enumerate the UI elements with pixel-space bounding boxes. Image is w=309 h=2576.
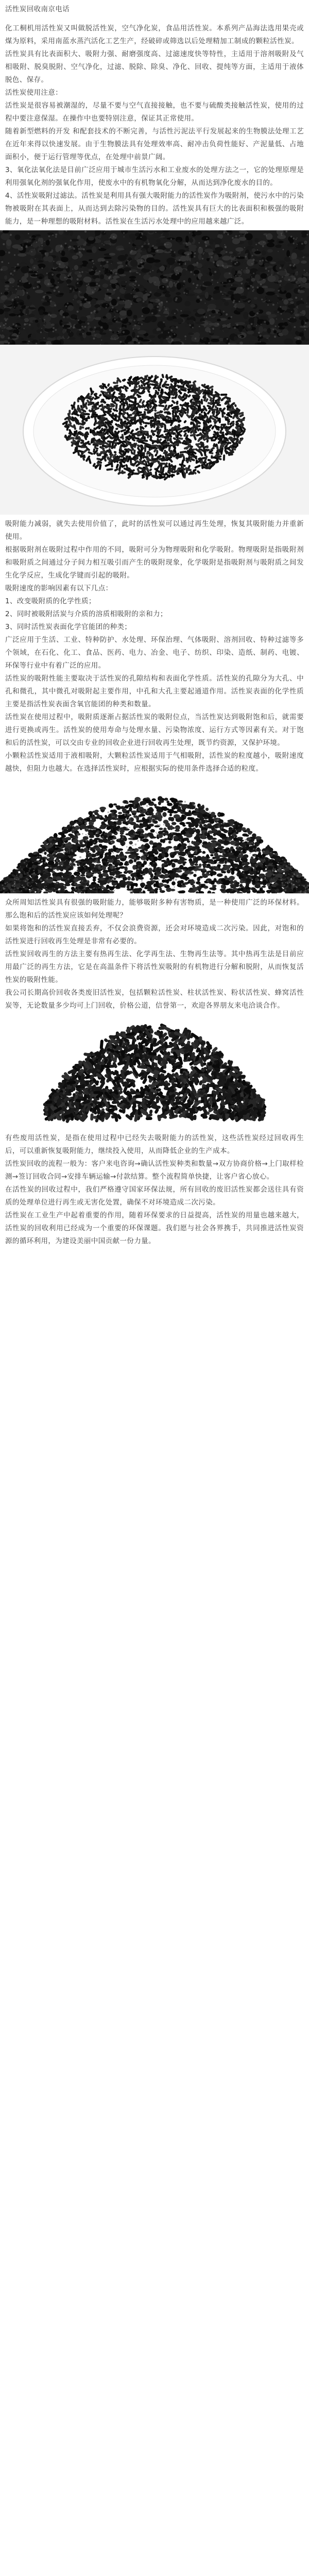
paragraph: 小颗粒活性炭适用于液相吸附，大颗粒活性炭适用于气相吸附，活性炭的粒度越小，吸附速度越快，但阻力也越大。在选择活性炭时，应根据实际的使用条件选择合适的粒度。 (5, 752, 304, 773)
cylinder-carbon-plate-photo (0, 345, 309, 515)
paragraph: 2、同时被吸附活炭与介质的溶质相吸附的亲和力； (5, 610, 167, 618)
paragraph: 我公司长期高价回收各类废旧活性炭，包括颗粒活性炭、柱状活性炭、粉状活性炭、蜂窝活性炭等，无论数量多少均可上门回收，价格公道，信誉第一，欢迎各界朋友来电洽谈合作。 (5, 989, 304, 1010)
paragraph: 如果将饱和的活性炭直接丢弃，不仅会浪费资源，还会对环境造成二次污染。因此，对饱和的活性炭进行回收再生处理是非常有必要的。 (5, 924, 304, 945)
paragraph: 3、同时活性炭表面化学官能团的种类； (5, 623, 132, 631)
article-title-block (0, 0, 309, 19)
text-section (0, 19, 309, 230)
paragraph: 活性炭回收再生的方法主要有热再生法、化学再生法、生物再生法等。其中热再生法是目前应用最广泛的再生方法，它是在高温条件下将活性炭吸附的有机物进行分解和脱附，从而恢复活性炭的吸附性能。 (5, 950, 304, 984)
text-section (0, 1129, 309, 1250)
paragraph: 活性炭回收的流程一般为：客户来电咨询→确认活性炭种类和数量→双方协商价格→上门取样检测→签订回收合同→安排车辆运输→付款结算。整个流程简单快捷，让客户省心放心。 (5, 1160, 304, 1181)
paragraph: 吸附速度的影响因素有以下几点： (5, 584, 113, 592)
article-title: 活性炭回收南京电话 (5, 5, 70, 13)
paragraph: 在活性炭的回收过程中，我们严格遵守国家环保法规，所有回收的废旧活性炭都会送往具有资质的处理单位进行再生或无害化处置，确保不对环境造成二次污染。 (5, 1185, 304, 1207)
granular-carbon-photo-1 (0, 230, 309, 345)
paragraph: 1、改变吸附质的化学性质； (5, 597, 96, 605)
paragraph: 有些废用活性炭，是指在使用过程中已经失去吸附能力的活性炭，这些活性炭经过回收再生后，可以重新恢复吸附能力，继续投入使用，从而降低企业的生产成本。 (5, 1134, 304, 1155)
paragraph: 活性炭使用注意： (5, 89, 63, 97)
paragraph: 众所周知活性炭具有很强的吸附能力，能够吸附多种有害物质，是一种使用广泛的环保材料。那么饱和后的活性炭应该如何处理呢？ (5, 899, 304, 920)
article-body (0, 19, 309, 1250)
column-carbon-pile-photo (0, 1014, 309, 1129)
paragraph: 活性炭在工业生产中起着重要的作用，随着环保要求的日益提高，活性炭的用量也越来越大，活性炭的回收利用已经成为一个重要的环保课题。我们愿与社会各界携手，共同推进活性炭资源的循环利用，为建设美丽中国贡献一份力量。 (5, 1211, 304, 1245)
paragraph: 广泛应用于生活、工业、特种防护、水处理、环保治理、气体吸附、溶剂回收、特种过滤等多个领域，在石化、化工、食品、医药、电力、冶金、电子、纺织、印染、造纸、制药、电镀、环保等行业中有着广泛的应用。 (5, 636, 304, 670)
paragraph: 活性炭具有比表面积大、吸附力强、耐磨强度高、过滤速度快等特性，主适用于溶剂吸附及气相吸附、脱臭脱附、空气净化，过滤、脱除、除臭、净化、回收、提纯等方面，主适用于液体脱色、保存。 (5, 50, 304, 84)
paragraph: 随着新型燃料的开发 和配套技术的不断完善，与活性污泥法平行发展起来的生物膜法处理工艺在近年来得以快速发展。由于生物膜法具有处理效率高、耐冲击负荷性能好、产泥量低、占地面积小，便于运行管理等优点，在处理中前景广阔。 (5, 127, 304, 161)
text-section (0, 515, 309, 777)
paragraph: 活性炭是很容易被潮湿的，尽量不要与空气直接接触，也不要与硫酸类接触活性炭，使用的过程中要注意保湿。在操作中也要特别注意，保证其正常使用。 (5, 101, 304, 123)
paragraph: 4、活性炭吸附过滤法。活性炭是利用具有强大吸附能力的活性炭作为吸附剂，使污水中的污染物被吸附在其表面上，从而达到去除污染物的目的。活性炭具有巨大的比表面积和极强的吸附能力，是一种理想的吸附材料。活性炭在生活污水处理中的应用越来越广泛。 (5, 192, 304, 226)
paragraph: 活性炭的吸附性能主要取决于活性炭的孔隙结构和表面化学性质。活性炭的孔隙分为大孔、中孔和微孔，其中微孔对吸附起主要作用，中孔和大孔主要起通道作用。活性炭表面的化学性质主要是指活性炭表面含氧官能团的种类和数量。 (5, 674, 304, 708)
paragraph: 活性炭在使用过程中，吸附质逐渐占据活性炭的吸附位点，当活性炭达到吸附饱和后，就需要进行更换或再生。活性炭的使用寿命与处理水量、污染物浓度、运行方式等因素有关。对于饱和后的活性炭，可以交由专业的回收企业进行回收再生处理，既节约资源，又保护环境。 (5, 713, 304, 747)
article-page (0, 0, 309, 1250)
granular-carbon-pile-photo (0, 777, 309, 893)
paragraph: 吸附能力减弱，就失去使用价值了，此时的活性炭可以通过再生处理，恢复其吸附能力并重新使用。 (5, 520, 304, 541)
text-section (0, 893, 309, 1014)
paragraph: 化工桐机用活性炭又叫做脱活性炭，空气净化炭，食品用活性炭。本系列产品海法选用果壳或煤为原料，采用南蓝水蒸汽活化工艺生产，经破碎或筛选以后处理精加工制成的颗粒活性炭。 (5, 24, 304, 45)
paragraph: 3、氧化法氧化法是目前广泛应用于城市生活污水和工业废水的处理方法之一，它的处理原理是利用强氧化剂的强氧化作用，使废水中的有机物氧化分解，从而达到净化废水的目的。 (5, 166, 304, 187)
paragraph: 根据吸附剂在吸附过程中作用的不同，吸附可分为物理吸附和化学吸附。物理吸附是指吸附剂和吸附质之间通过分子间力相互吸引而产生的吸附现象，化学吸附是指吸附剂与吸附质之间发生化学反应，生成化学键而引起的吸附。 (5, 546, 304, 580)
